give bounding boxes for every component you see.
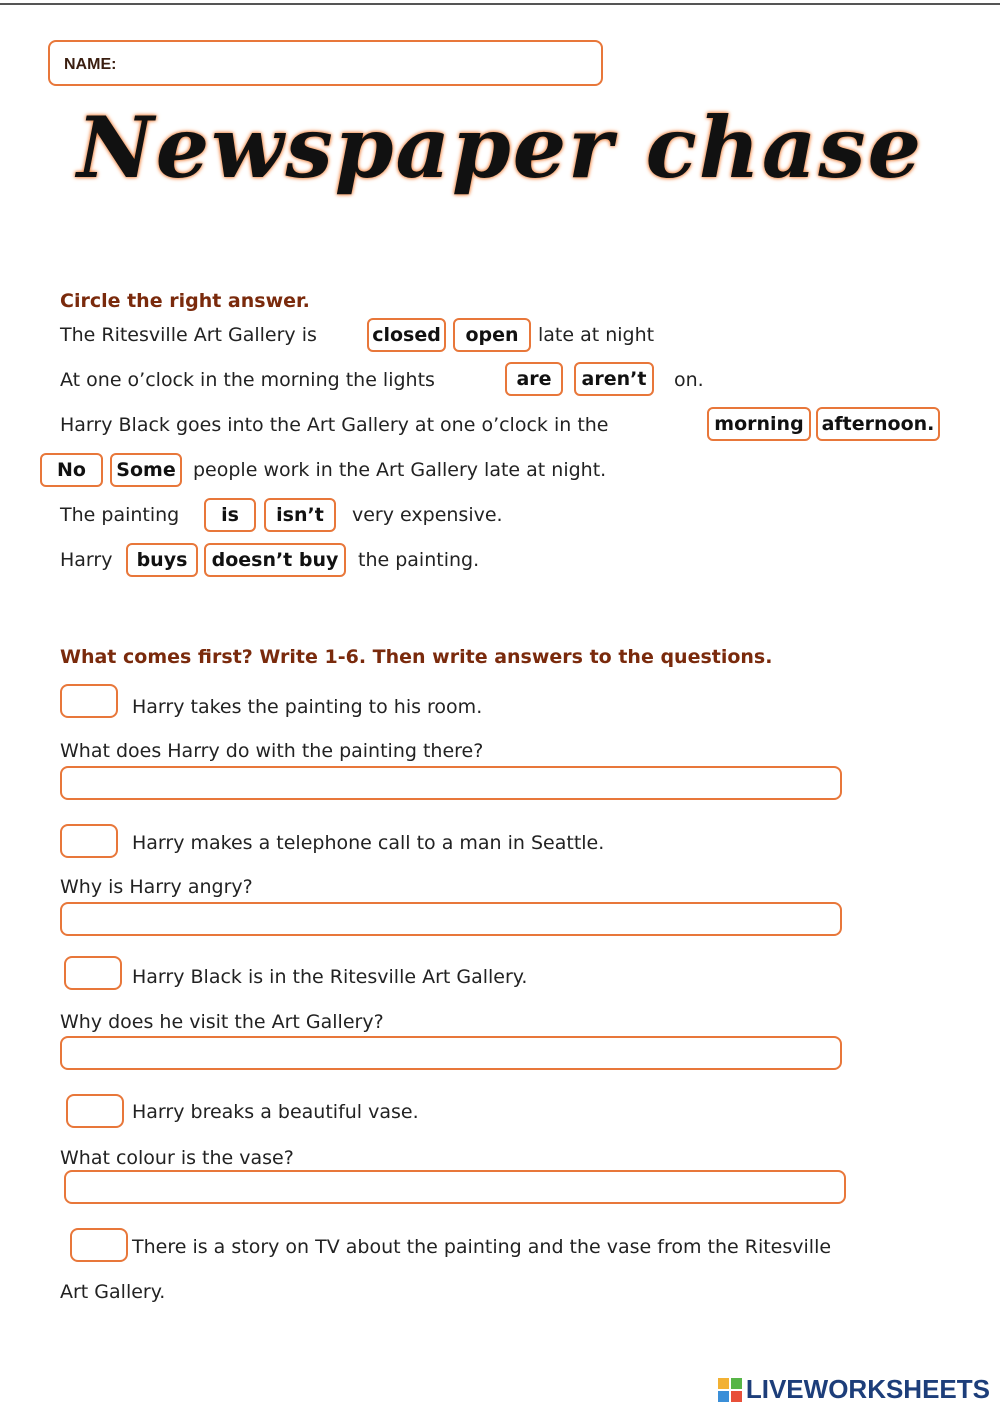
s5-before: The painting [60,504,180,526]
s1-before: The Ritesville Art Gallery is [60,324,317,346]
logo-mark-icon [718,1378,742,1402]
order-input-1[interactable] [60,684,118,718]
event-5-continuation: Art Gallery. [60,1281,166,1303]
top-rule [0,3,1000,5]
question-2: Why is Harry angry? [60,876,253,898]
s6-before: Harry [60,549,113,571]
question-3: Why does he visit the Art Gallery? [60,1011,384,1033]
answer-input-4[interactable] [64,1170,846,1204]
name-field[interactable] [48,40,603,86]
question-4: What colour is the vase? [60,1147,294,1169]
event-5-text: There is a story on TV about the painting and the vase from the Ritesville [132,1236,832,1258]
section2-heading: What comes first? Write 1-6. Then write answers to the questions. [60,646,773,668]
order-input-4[interactable] [66,1094,124,1128]
section1-heading: Circle the right answer. [60,290,310,312]
page-title: Newspaper chase [76,98,924,197]
s1-option-closed[interactable]: closed [367,318,446,352]
s5-after: very expensive. [352,504,503,526]
s1-option-open[interactable]: open [453,318,531,352]
s2-option-arent[interactable]: aren’t [574,362,654,396]
s6-after: the painting. [358,549,480,571]
event-3-text: Harry Black is in the Ritesville Art Gallery. [132,966,528,988]
s3-option-morning[interactable]: morning [707,407,811,441]
s3-before: Harry Black goes into the Art Gallery at one o’clock in the [60,414,609,436]
brand-name: LIVEWORKSHEETS [745,1374,990,1404]
event-4-text: Harry breaks a beautiful vase. [132,1101,419,1123]
answer-input-1[interactable] [60,766,842,800]
s1-after: late at night [538,324,655,346]
order-input-3[interactable] [64,956,122,990]
s2-after: on. [674,369,704,391]
s6-option-doesnt-buy[interactable]: doesn’t buy [204,543,346,577]
s4-option-some[interactable]: Some [110,453,182,487]
s4-after: people work in the Art Gallery late at night. [193,459,607,481]
liveworksheets-logo [718,1374,990,1405]
s6-option-buys[interactable]: buys [126,543,198,577]
answer-input-3[interactable] [60,1036,842,1070]
order-input-5[interactable] [70,1228,128,1262]
s2-option-are[interactable]: are [505,362,563,396]
event-1-text: Harry takes the painting to his room. [132,696,483,718]
answer-input-2[interactable] [60,902,842,936]
event-2-text: Harry makes a telephone call to a man in Seattle. [132,832,605,854]
s2-before: At one o’clock in the morning the lights [60,369,435,391]
s5-option-isnt[interactable]: isn’t [264,498,336,532]
question-1: What does Harry do with the painting there? [60,740,484,762]
s4-option-no[interactable]: No [40,453,103,487]
s5-option-is[interactable]: is [204,498,256,532]
name-label: NAME: [64,56,117,73]
s3-option-afternoon[interactable]: afternoon. [816,407,940,441]
order-input-2[interactable] [60,824,118,858]
